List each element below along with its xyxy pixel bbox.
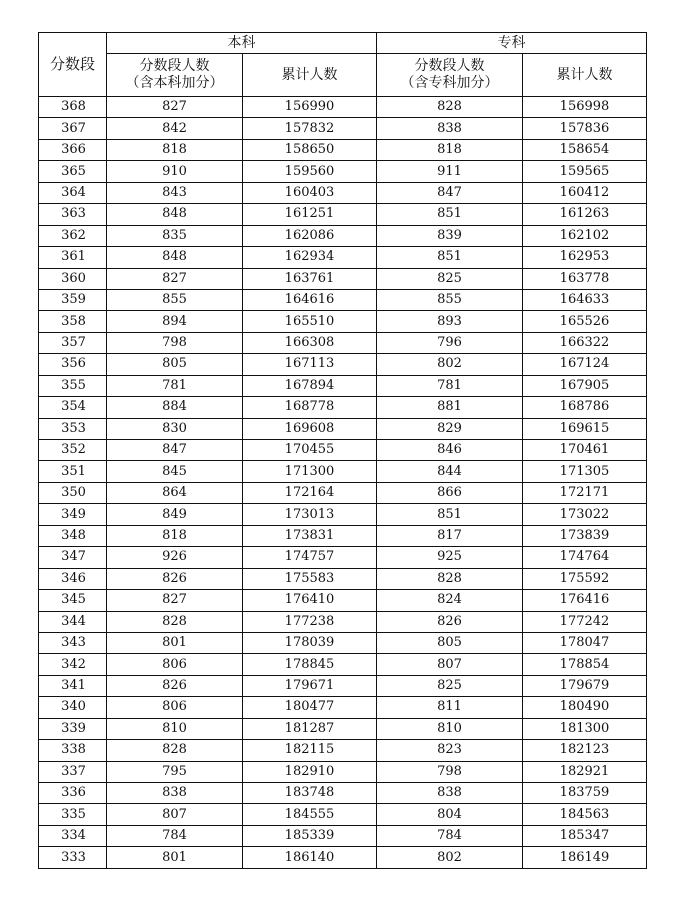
table-row [39,847,647,868]
score-cell: 336 [39,783,107,804]
header-row-top [39,33,647,54]
score-cell: 360 [39,268,107,289]
undergrad-cumulative-cell: 167894 [243,375,377,396]
junior-cumulative-cell: 156998 [523,97,647,118]
score-cell: 367 [39,118,107,139]
undergrad-cumulative-cell: 163761 [243,268,377,289]
junior-count-cell: 911 [377,161,523,182]
table-row [39,568,647,589]
undergrad-cumulative-cell: 181287 [243,718,377,739]
score-cell: 343 [39,632,107,653]
undergrad-cumulative-cell: 186140 [243,847,377,868]
junior-cumulative-cell: 171305 [523,461,647,482]
undergrad-count-cell: 805 [107,354,243,375]
table-row [39,504,647,525]
junior-cumulative-cell: 184563 [523,804,647,825]
junior-count-cell: 811 [377,697,523,718]
table-row [39,118,647,139]
junior-count-cell: 828 [377,97,523,118]
undergrad-count-cell: 810 [107,718,243,739]
junior-count-cell: 796 [377,332,523,353]
junior-cumulative-cell: 177242 [523,611,647,632]
undergrad-count-cell: 784 [107,825,243,846]
junior-cumulative-cell: 161263 [523,204,647,225]
score-cell: 355 [39,375,107,396]
undergrad-count-cell: 830 [107,418,243,439]
table-row [39,590,647,611]
table-row [39,289,647,310]
junior-count-cell: 804 [377,804,523,825]
undergrad-cumulative-cell: 170455 [243,440,377,461]
junior-cumulative-cell: 169615 [523,418,647,439]
junior-cumulative-cell: 186149 [523,847,647,868]
junior-cumulative-cell: 159565 [523,161,647,182]
undergrad-count-cell: 842 [107,118,243,139]
undergrad-cumulative-cell: 162086 [243,225,377,246]
score-cell: 348 [39,525,107,546]
junior-count-header-line2: （含专科加分） [400,75,499,91]
junior-count-cell: 851 [377,504,523,525]
junior-cumulative-cell: 174764 [523,547,647,568]
score-cell: 354 [39,397,107,418]
undergrad-cumulative-cell: 177238 [243,611,377,632]
undergrad-cumulative-cell: 183748 [243,783,377,804]
undergrad-count-header [107,54,243,97]
table-row [39,139,647,160]
junior-cumulative-cell: 182123 [523,740,647,761]
score-cell: 357 [39,332,107,353]
score-cell: 341 [39,675,107,696]
undergrad-cumulative-header: 累计人数 [243,54,377,97]
junior-count-cell: 881 [377,397,523,418]
undergrad-cumulative-cell: 182115 [243,740,377,761]
score-cell: 359 [39,289,107,310]
junior-count-cell: 807 [377,654,523,675]
junior-count-cell: 925 [377,547,523,568]
junior-count-cell: 784 [377,825,523,846]
undergrad-count-cell: 818 [107,525,243,546]
score-cell: 361 [39,247,107,268]
undergrad-cumulative-cell: 175583 [243,568,377,589]
score-cell: 334 [39,825,107,846]
undergrad-count-cell: 835 [107,225,243,246]
score-cell: 347 [39,547,107,568]
score-cell: 344 [39,611,107,632]
table-row [39,482,647,503]
junior-count-cell: 838 [377,783,523,804]
undergrad-count-cell: 847 [107,440,243,461]
undergrad-group-header: 本科 [107,33,377,54]
table-row [39,247,647,268]
undergrad-cumulative-cell: 171300 [243,461,377,482]
undergrad-count-cell: 826 [107,675,243,696]
undergrad-cumulative-cell: 168778 [243,397,377,418]
junior-cumulative-cell: 157836 [523,118,647,139]
table-row [39,804,647,825]
junior-cumulative-cell: 178854 [523,654,647,675]
table-row [39,761,647,782]
junior-cumulative-cell: 185347 [523,825,647,846]
undergrad-cumulative-cell: 157832 [243,118,377,139]
table-row [39,161,647,182]
junior-count-cell: 802 [377,847,523,868]
undergrad-count-cell: 838 [107,783,243,804]
undergrad-cumulative-cell: 180477 [243,697,377,718]
junior-count-cell: 829 [377,418,523,439]
junior-cumulative-cell: 160412 [523,182,647,203]
undergrad-count-cell: 801 [107,632,243,653]
undergrad-cumulative-cell: 156990 [243,97,377,118]
score-cell: 342 [39,654,107,675]
junior-count-cell: 824 [377,590,523,611]
undergrad-cumulative-cell: 164616 [243,289,377,310]
junior-cumulative-cell: 162953 [523,247,647,268]
junior-count-cell: 802 [377,354,523,375]
undergrad-cumulative-cell: 179671 [243,675,377,696]
junior-cumulative-cell: 163778 [523,268,647,289]
undergrad-cumulative-cell: 169608 [243,418,377,439]
undergrad-cumulative-cell: 185339 [243,825,377,846]
undergrad-count-cell: 827 [107,268,243,289]
undergrad-count-cell: 827 [107,97,243,118]
junior-count-cell: 781 [377,375,523,396]
table-row [39,740,647,761]
junior-count-cell: 844 [377,461,523,482]
table-row [39,611,647,632]
junior-count-cell: 818 [377,139,523,160]
score-cell: 352 [39,440,107,461]
undergrad-count-cell: 826 [107,568,243,589]
table-row [39,440,647,461]
junior-cumulative-cell: 158654 [523,139,647,160]
undergrad-count-cell: 910 [107,161,243,182]
junior-count-cell: 893 [377,311,523,332]
score-cell: 349 [39,504,107,525]
score-cell: 363 [39,204,107,225]
table-row [39,525,647,546]
undergrad-count-cell: 894 [107,311,243,332]
undergrad-count-cell: 798 [107,332,243,353]
junior-cumulative-cell: 168786 [523,397,647,418]
undergrad-cumulative-cell: 172164 [243,482,377,503]
junior-cumulative-cell: 173022 [523,504,647,525]
score-cell: 356 [39,354,107,375]
junior-cumulative-header: 累计人数 [523,54,647,97]
score-cell: 339 [39,718,107,739]
table-row [39,354,647,375]
junior-count-cell: 851 [377,204,523,225]
junior-cumulative-cell: 179679 [523,675,647,696]
undergrad-count-cell: 884 [107,397,243,418]
undergrad-count-cell: 801 [107,847,243,868]
undergrad-count-cell: 855 [107,289,243,310]
junior-count-cell: 828 [377,568,523,589]
junior-count-cell: 798 [377,761,523,782]
score-cell: 364 [39,182,107,203]
junior-cumulative-cell: 183759 [523,783,647,804]
undergrad-count-cell: 781 [107,375,243,396]
score-cell: 350 [39,482,107,503]
table-row [39,654,647,675]
undergrad-count-cell: 864 [107,482,243,503]
undergrad-count-cell: 806 [107,654,243,675]
undergrad-count-cell: 807 [107,804,243,825]
junior-count-cell: 866 [377,482,523,503]
table-row [39,825,647,846]
junior-cumulative-cell: 178047 [523,632,647,653]
undergrad-cumulative-cell: 165510 [243,311,377,332]
undergrad-count-cell: 806 [107,697,243,718]
junior-count-cell: 826 [377,611,523,632]
junior-cumulative-cell: 172171 [523,482,647,503]
undergrad-cumulative-cell: 178039 [243,632,377,653]
undergrad-cumulative-cell: 174757 [243,547,377,568]
junior-count-header [377,54,523,97]
score-cell: 340 [39,697,107,718]
score-cell: 333 [39,847,107,868]
junior-cumulative-cell: 170461 [523,440,647,461]
table-row [39,697,647,718]
table-header [39,33,647,97]
undergrad-cumulative-cell: 160403 [243,182,377,203]
junior-cumulative-cell: 181300 [523,718,647,739]
undergrad-count-header-line2: （含本科加分） [125,75,224,91]
junior-cumulative-cell: 167905 [523,375,647,396]
junior-cumulative-cell: 166322 [523,332,647,353]
table-row [39,397,647,418]
junior-count-cell: 825 [377,675,523,696]
junior-group-header: 专科 [377,33,647,54]
undergrad-count-cell: 926 [107,547,243,568]
table-row [39,268,647,289]
undergrad-count-cell: 828 [107,740,243,761]
table-row [39,675,647,696]
undergrad-cumulative-cell: 173831 [243,525,377,546]
score-cell: 337 [39,761,107,782]
undergrad-cumulative-cell: 178845 [243,654,377,675]
undergrad-count-cell: 849 [107,504,243,525]
junior-cumulative-cell: 180490 [523,697,647,718]
junior-cumulative-cell: 182921 [523,761,647,782]
table-row [39,204,647,225]
undergrad-cumulative-cell: 173013 [243,504,377,525]
score-cell: 345 [39,590,107,611]
junior-cumulative-cell: 175592 [523,568,647,589]
score-cell: 335 [39,804,107,825]
junior-count-cell: 855 [377,289,523,310]
score-cell: 338 [39,740,107,761]
junior-count-cell: 810 [377,718,523,739]
table-row [39,718,647,739]
table-body [39,97,647,869]
undergrad-count-cell: 818 [107,139,243,160]
undergrad-cumulative-cell: 161251 [243,204,377,225]
table-row [39,332,647,353]
table-row [39,225,647,246]
table-row [39,632,647,653]
score-cell: 368 [39,97,107,118]
undergrad-count-cell: 848 [107,247,243,268]
score-cell: 362 [39,225,107,246]
score-segment-header: 分数段 [39,33,107,97]
table-row [39,375,647,396]
undergrad-cumulative-cell: 167113 [243,354,377,375]
undergrad-count-cell: 828 [107,611,243,632]
undergrad-cumulative-cell: 159560 [243,161,377,182]
undergrad-cumulative-cell: 162934 [243,247,377,268]
score-cell: 366 [39,139,107,160]
score-cell: 351 [39,461,107,482]
undergrad-cumulative-cell: 166308 [243,332,377,353]
score-cell: 346 [39,568,107,589]
undergrad-count-cell: 843 [107,182,243,203]
undergrad-count-header-line1: 分数段人数 [139,58,210,74]
table-row [39,311,647,332]
junior-count-cell: 805 [377,632,523,653]
undergrad-count-cell: 845 [107,461,243,482]
junior-count-cell: 825 [377,268,523,289]
undergrad-cumulative-cell: 176410 [243,590,377,611]
score-cell: 365 [39,161,107,182]
junior-count-cell: 823 [377,740,523,761]
junior-cumulative-cell: 165526 [523,311,647,332]
undergrad-count-cell: 827 [107,590,243,611]
undergrad-cumulative-cell: 184555 [243,804,377,825]
undergrad-cumulative-cell: 158650 [243,139,377,160]
junior-count-cell: 846 [377,440,523,461]
junior-count-cell: 817 [377,525,523,546]
junior-count-cell: 839 [377,225,523,246]
table-row [39,418,647,439]
score-cell: 358 [39,311,107,332]
undergrad-count-cell: 848 [107,204,243,225]
table-row [39,547,647,568]
junior-cumulative-cell: 173839 [523,525,647,546]
table-row [39,461,647,482]
score-cell: 353 [39,418,107,439]
junior-cumulative-cell: 176416 [523,590,647,611]
table-row [39,783,647,804]
score-distribution-table [38,32,647,869]
junior-count-cell: 851 [377,247,523,268]
junior-cumulative-cell: 164633 [523,289,647,310]
table-row [39,182,647,203]
junior-cumulative-cell: 167124 [523,354,647,375]
table-row [39,97,647,118]
junior-count-cell: 838 [377,118,523,139]
undergrad-count-cell: 795 [107,761,243,782]
junior-cumulative-cell: 162102 [523,225,647,246]
junior-count-cell: 847 [377,182,523,203]
junior-count-header-line1: 分数段人数 [414,58,485,74]
undergrad-cumulative-cell: 182910 [243,761,377,782]
header-row-sub [39,54,647,97]
